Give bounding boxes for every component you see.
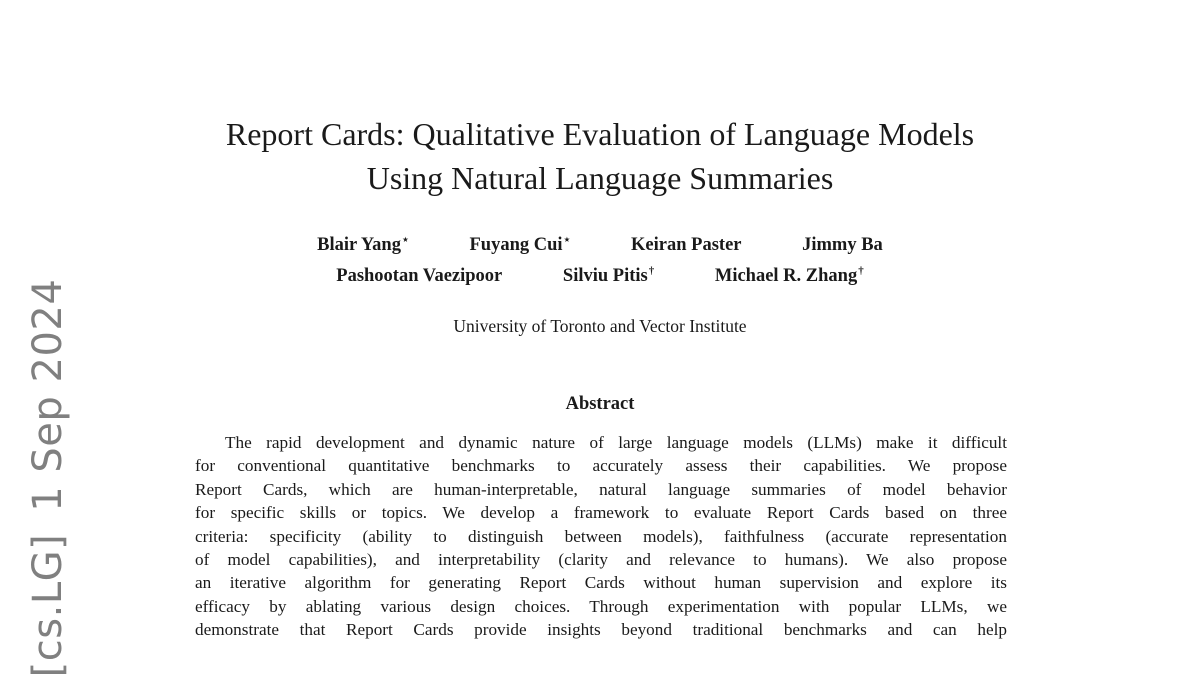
abstract-line: for specific skills or topics. We develop a framework to evaluate Report Cards based on three: [195, 503, 1007, 523]
paper-title-line-2: Using Natural Language Summaries: [366, 160, 834, 196]
abstract-line: Report Cards, which are human-interpretable, natural language summaries of model behavior: [195, 479, 1007, 499]
author-name: Blair Yang: [317, 235, 401, 255]
author-row-1: [150, 233, 1050, 256]
author-mark: †: [648, 265, 655, 277]
author: [715, 265, 864, 287]
author-name: Fuyang Cui: [469, 235, 563, 255]
author: [336, 266, 502, 287]
author: [563, 265, 654, 287]
author-name: Keiran Paster: [631, 235, 742, 255]
author-mark: ⋆: [563, 234, 571, 246]
paper-title: [150, 112, 1050, 200]
arxiv-date: 1 Sep 2024: [25, 278, 71, 512]
abstract-line: of model capabilities), and interpretability (clarity and relevance to humans). We also propose: [195, 550, 1007, 570]
abstract-line: The rapid development and dynamic nature of large language models (LLMs) make it difficult: [225, 433, 1007, 452]
author: [802, 235, 883, 256]
abstract-line: for conventional quantitative benchmarks to accurately assess their capabilities. We propose: [195, 456, 1007, 476]
abstract-body: [195, 431, 1007, 642]
author-row-2: [150, 265, 1050, 287]
abstract-line: an iterative algorithm for generating Report Cards without human supervision and explore its: [195, 573, 1007, 593]
abstract-line: efficacy by ablating various design choices. Through experimentation with popular LLMs, we: [195, 596, 1007, 616]
abstract-line: criteria: specificity (ability to distinguish between models), faithfulness (accurate representation: [195, 526, 1007, 546]
affiliation: University of Toronto and Vector Institute: [453, 316, 747, 336]
author-name: Jimmy Ba: [802, 235, 883, 255]
author: [631, 235, 741, 256]
author-mark: †: [858, 265, 864, 277]
author-name: Silviu Pitis: [562, 266, 648, 286]
abstract-line: demonstrate that Report Cards provide insights beyond traditional benchmarks and can help: [195, 620, 1007, 640]
arxiv-sidebar-stamp: [25, 279, 71, 677]
author: [469, 233, 570, 256]
arxiv-category: [cs.LG]: [25, 533, 71, 677]
author-mark: ⋆: [401, 234, 409, 246]
abstract-heading: Abstract: [565, 394, 635, 414]
author: [317, 233, 409, 256]
author-name: Pashootan Vaezipoor: [336, 266, 503, 286]
author-name: Michael R. Zhang: [714, 266, 858, 286]
paper-title-line-1: Report Cards: Qualitative Evaluation of Language Models: [225, 116, 975, 152]
